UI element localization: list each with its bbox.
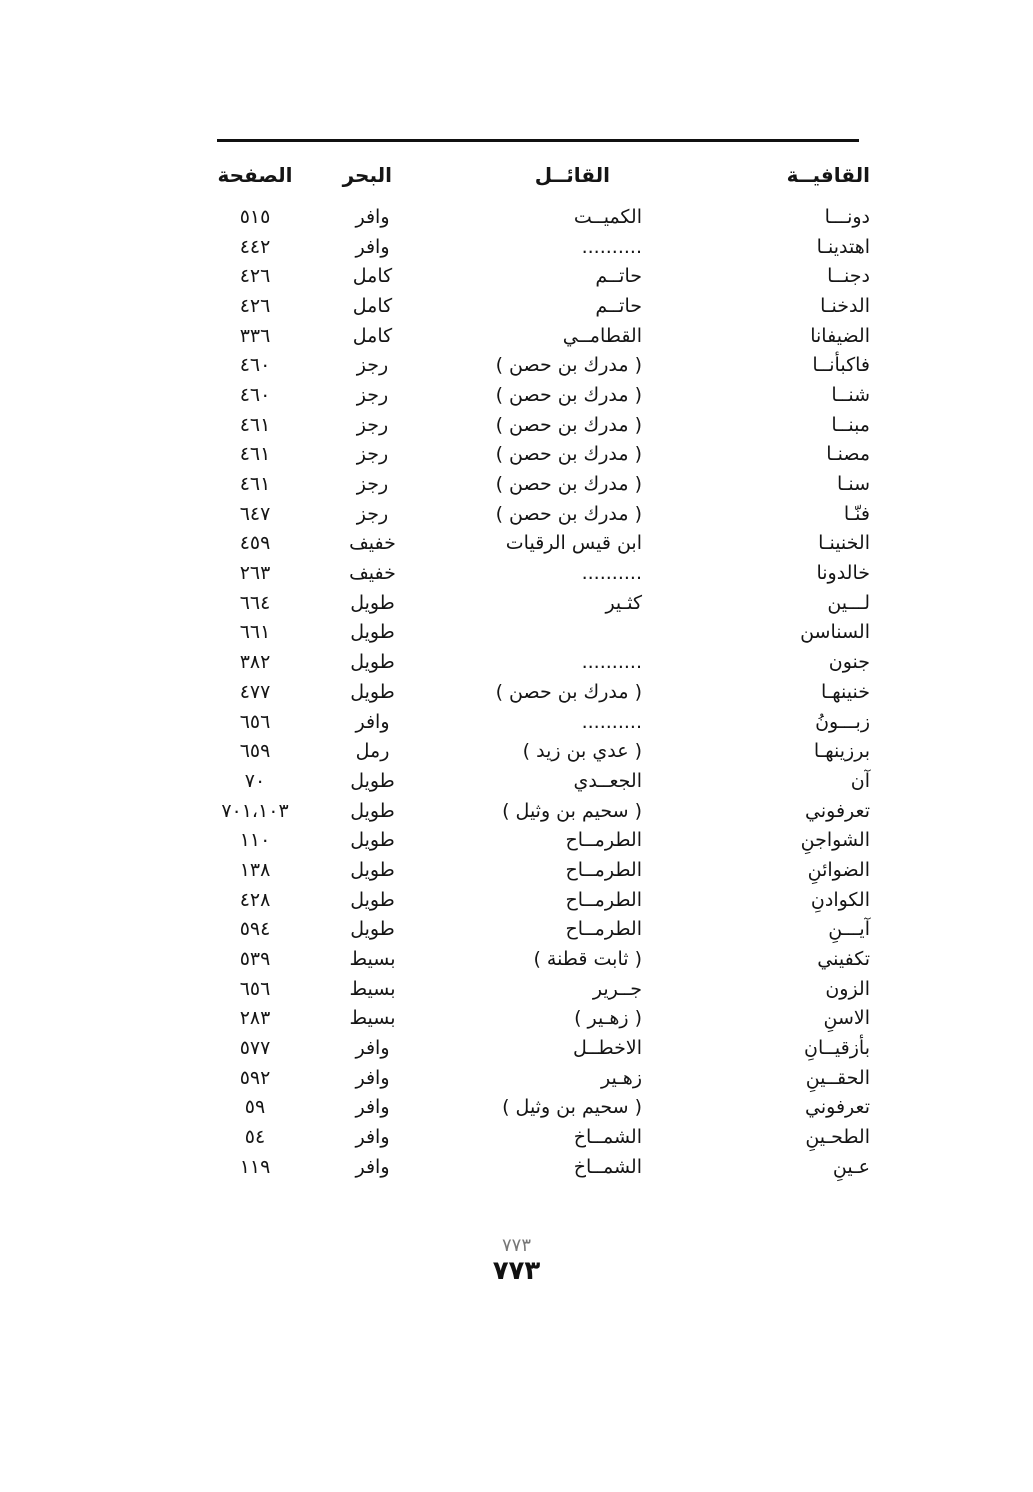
rhyme-cell: تكفيني xyxy=(817,948,870,971)
table-row xyxy=(205,677,870,707)
meter-cell: كامل xyxy=(352,294,393,317)
poet-cell: حاتــم xyxy=(595,265,642,288)
poet-cell: زهـير xyxy=(601,1066,642,1089)
poet-cell: الكميــت xyxy=(573,205,642,228)
page-cell: ٣٨٢ xyxy=(239,651,271,674)
page-cell: ٦٥٦ xyxy=(239,977,271,1000)
table-row xyxy=(205,261,870,291)
poet-cell: ( مدرك بن حصن ) xyxy=(495,413,642,436)
poet-cell: ( مدرك بن حصن ) xyxy=(495,354,642,377)
meter-cell: وافر xyxy=(355,1037,390,1060)
table-row xyxy=(205,588,870,618)
rhyme-cell: اهتدينـا xyxy=(816,235,870,258)
rhyme-cell: شنــا xyxy=(831,383,870,406)
rhyme-cell: الزون xyxy=(825,977,870,1000)
table-row xyxy=(205,410,870,440)
poet-cell: .......... xyxy=(581,562,642,585)
meter-cell: طويل xyxy=(350,918,395,941)
rhyme-cell: زبـــونُ xyxy=(815,710,870,733)
meter-cell: طويل xyxy=(350,888,395,911)
meter-cell: طويل xyxy=(350,829,395,852)
table-row xyxy=(205,1152,870,1182)
table-row xyxy=(205,855,870,885)
page-cell: ٥٩ xyxy=(244,1096,266,1119)
table-row xyxy=(205,825,870,855)
meter-cell: وافر xyxy=(355,1066,390,1089)
rhyme-cell: الكوادنِ xyxy=(810,888,870,911)
table-row xyxy=(205,736,870,766)
meter-cell: خفيف xyxy=(349,562,396,585)
table-row xyxy=(205,321,870,351)
table-row xyxy=(205,499,870,529)
table-row xyxy=(205,440,870,470)
page-cell: ٥٣٩ xyxy=(239,948,271,971)
poet-cell: ابن قيس الرقيات xyxy=(505,532,642,555)
table-row xyxy=(205,202,870,232)
rhyme-cell: الطحـينِ xyxy=(805,1126,870,1149)
table-row xyxy=(205,232,870,262)
rhyme-cell: عـينِ xyxy=(832,1155,870,1178)
poet-cell: الطرمــاح xyxy=(565,888,642,911)
poet-cell: الطرمــاح xyxy=(565,858,642,881)
meter-cell: رجز xyxy=(356,502,389,525)
meter-cell: وافر xyxy=(355,205,390,228)
table-row xyxy=(205,1122,870,1152)
header-poet: القائــل xyxy=(534,163,610,187)
header-meter: البحر xyxy=(342,163,392,187)
rhyme-cell: خالدونا xyxy=(816,562,870,585)
meter-cell: طويل xyxy=(350,769,395,792)
meter-cell: طويل xyxy=(350,651,395,674)
page-cell: ٣٣٦ xyxy=(239,324,271,347)
table-body xyxy=(205,202,870,1182)
poet-cell: ( مدرك بن حصن ) xyxy=(495,502,642,525)
table-row xyxy=(205,796,870,826)
table-row xyxy=(205,1004,870,1034)
table-row xyxy=(205,647,870,677)
meter-cell: رجز xyxy=(356,354,389,377)
table-row xyxy=(205,558,870,588)
table-row xyxy=(205,766,870,796)
meter-cell: وافر xyxy=(355,235,390,258)
page-cell: ٤٦١ xyxy=(239,413,271,436)
meter-cell: طويل xyxy=(350,680,395,703)
poet-cell: ( مدرك بن حصن ) xyxy=(495,680,642,703)
page-cell: ٦٦١ xyxy=(239,621,271,644)
poet-cell: الجعــدي xyxy=(573,769,642,792)
table-row xyxy=(205,915,870,945)
table-row xyxy=(205,944,870,974)
rhyme-cell: السناسن xyxy=(800,621,870,644)
poet-cell: .......... xyxy=(581,710,642,733)
poet-cell: الشمــاخ xyxy=(573,1126,642,1149)
meter-cell: طويل xyxy=(350,591,395,614)
rhyme-cell: تعرفوني xyxy=(805,1096,870,1119)
page-cell: ٤٥٩ xyxy=(239,532,271,555)
poet-cell: ( مدرك بن حصن ) xyxy=(495,383,642,406)
meter-cell: وافر xyxy=(355,710,390,733)
rhyme-cell: سنـا xyxy=(836,473,870,496)
table-row xyxy=(205,1033,870,1063)
page-cell: ٦٥٩ xyxy=(239,740,271,763)
table-row xyxy=(205,707,870,737)
poet-cell: الطرمــاح xyxy=(565,829,642,852)
meter-cell: طويل xyxy=(350,799,395,822)
poet-cell: القطامــي xyxy=(562,324,642,347)
meter-cell: بسيط xyxy=(349,977,396,1000)
poet-cell: ( زهـير ) xyxy=(574,1007,642,1030)
page-cell: ١١٩ xyxy=(239,1155,271,1178)
header-page: الصفحة xyxy=(217,163,293,187)
page-cell: ٦٥٦ xyxy=(239,710,271,733)
meter-cell: كامل xyxy=(352,265,393,288)
rhyme-cell: دجنــا xyxy=(827,265,870,288)
page-cell: ٤٤٢ xyxy=(239,235,271,258)
meter-cell: وافر xyxy=(355,1126,390,1149)
page-cell: ١٣٨ xyxy=(239,858,271,881)
rhyme-cell: الحقــينِ xyxy=(805,1066,870,1089)
rhyme-cell: دونـــا xyxy=(824,205,870,228)
page-cell: ٤٧٧ xyxy=(239,680,271,703)
page-cell: ٥١٥ xyxy=(239,205,271,228)
table-row xyxy=(205,350,870,380)
rhyme-cell: فنّـا xyxy=(843,502,870,525)
rhyme-cell: مصنـا xyxy=(826,443,870,466)
page-cell: ٦٦٤ xyxy=(239,591,271,614)
rhyme-cell: تعرفوني xyxy=(805,799,870,822)
table-row xyxy=(205,529,870,559)
page-cell: ٥٧٧ xyxy=(239,1037,271,1060)
page-cell: ٤٦٠ xyxy=(239,383,271,406)
meter-cell: رمل xyxy=(355,740,390,763)
poet-cell: كثـير xyxy=(605,591,642,614)
page-cell: ٤٦١ xyxy=(239,473,271,496)
poet-cell: حاتــم xyxy=(595,294,642,317)
page-cell: ٤٢٦ xyxy=(239,294,271,317)
table-row xyxy=(205,618,870,648)
table-header-row xyxy=(205,156,870,194)
page-cell: ٧٠١،١٠٣ xyxy=(221,799,289,822)
rhyme-cell: الدخنـا xyxy=(820,294,870,317)
poet-cell: ( ثابت قطنة ) xyxy=(533,948,642,971)
rhyme-cell: الخنينـا xyxy=(818,532,870,555)
poet-cell: ( عدي بن زيد ) xyxy=(522,740,642,763)
meter-cell: رجز xyxy=(356,443,389,466)
poet-cell: ( سحيم بن وثيل ) xyxy=(502,799,642,822)
meter-cell: كامل xyxy=(352,324,393,347)
table-row xyxy=(205,291,870,321)
page-cell: ٧٠ xyxy=(244,769,266,792)
meter-cell: رجز xyxy=(356,473,389,496)
meter-cell: رجز xyxy=(356,413,389,436)
poet-cell: ( مدرك بن حصن ) xyxy=(495,443,642,466)
poet-cell: .......... xyxy=(581,235,642,258)
poet-cell: الشمــاخ xyxy=(573,1155,642,1178)
meter-cell: رجز xyxy=(356,383,389,406)
rhyme-cell: الاسنِ xyxy=(823,1007,870,1030)
rhyme-cell: الشواجنِ xyxy=(800,829,870,852)
table-row xyxy=(205,1063,870,1093)
folio-bleed-through: ٧٧٣ xyxy=(501,1235,531,1256)
meter-cell: بسيط xyxy=(349,948,396,971)
poet-cell: الطرمــاح xyxy=(565,918,642,941)
meter-cell: وافر xyxy=(355,1096,390,1119)
page-cell: ٤٦١ xyxy=(239,443,271,466)
meter-cell: بسيط xyxy=(349,1007,396,1030)
page-cell: ٤٢٦ xyxy=(239,265,271,288)
page-cell: ٢٦٣ xyxy=(239,562,271,585)
meter-cell: وافر xyxy=(355,1155,390,1178)
header-rhyme: القافيــة xyxy=(786,163,870,187)
table-row xyxy=(205,974,870,1004)
table-row xyxy=(205,469,870,499)
page-cell: ٦٤٧ xyxy=(239,502,271,525)
header-rule xyxy=(217,139,859,142)
page-folio xyxy=(0,1236,1033,1286)
rhyme-cell: بأزقيــانِ xyxy=(804,1037,870,1060)
poet-cell: الاخطــل xyxy=(573,1037,642,1060)
rhyme-cell: خنينهـا xyxy=(820,680,870,703)
page-cell: ٢٨٣ xyxy=(239,1007,271,1030)
page-cell: ٥٩٤ xyxy=(239,918,271,941)
poet-cell: ( سحيم بن وثيل ) xyxy=(502,1096,642,1119)
meter-cell: خفيف xyxy=(349,532,396,555)
rhyme-cell: مبنــا xyxy=(831,413,870,436)
rhyme-cell: فاكبأنــا xyxy=(812,354,870,377)
rhyme-cell: جنون xyxy=(828,651,870,674)
poet-cell: .......... xyxy=(581,651,642,674)
page-cell: ٤٦٠ xyxy=(239,354,271,377)
rhyme-cell: آيـــنِ xyxy=(828,918,870,941)
page-cell: ١١٠ xyxy=(239,829,271,852)
rhyme-cell: آن xyxy=(850,769,870,792)
rhyme-index-table xyxy=(205,156,870,1182)
poet-cell: ( مدرك بن حصن ) xyxy=(495,473,642,496)
table-row xyxy=(205,380,870,410)
page-number: ٧٧٣ xyxy=(492,1256,541,1286)
meter-cell: طويل xyxy=(350,621,395,644)
table-row xyxy=(205,885,870,915)
poet-cell: جــرير xyxy=(592,977,642,1000)
page-cell: ٥٩٢ xyxy=(239,1066,271,1089)
rhyme-cell: الضيفانا xyxy=(810,324,870,347)
page-cell: ٥٤ xyxy=(244,1126,266,1149)
page-cell: ٤٢٨ xyxy=(239,888,271,911)
rhyme-cell: لـــين xyxy=(827,591,870,614)
rhyme-cell: الضوائنِ xyxy=(807,858,870,881)
meter-cell: طويل xyxy=(350,858,395,881)
table-row xyxy=(205,1093,870,1123)
rhyme-cell: برزينهـا xyxy=(813,740,870,763)
